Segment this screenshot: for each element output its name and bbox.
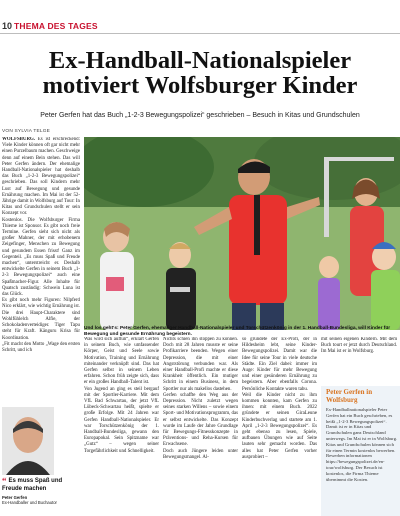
headline-line: motiviert Wolfsburger Kinder xyxy=(42,72,358,99)
header-divider xyxy=(0,33,400,34)
article-subline: Peter Gerfen hat das Buch „1-2-3 Bewegungspolizei“ geschrieben – Besuch in Kitas und Grundschulen xyxy=(40,112,360,119)
column-2-paragraph: Was wird sich auftun“, erklärt Gerfen in seinem Buch, wie umfassender Körper, Geist und Seele sowie Motivation, Training und Ernährung miteinander verknüpft sind. Das hat Gerfen selbst in seinem Leben erfahren. Schon früh zeigte sich, dass er ein großes Handball-Talent ist. xyxy=(84,337,159,386)
article-headline xyxy=(0,48,400,98)
column-2-paragraph-2: Von Jugend an ging es steil bergauf mit der Sportler-Karriere. Mit dem VfL Bad Schwartau, der jetzt VfL Lübeck-Schwartau heißt, spielte er große Erfolge. Mit 24 Jahren war Gerfen Handball-Nationalspieler. Er war Torschützenkönig der 1. Handball-Bundesliga, gewann den Europapokal. Sein Spitzname war „Gutz“ – wegen seiner Torgefährlichkeit und Schnelligkeit. xyxy=(84,386,159,454)
column-5-paragraph: mit seinen eigenen Kindern. Mit dem Buch tourt er jetzt durch Deutschland. Im Mai ist er in Wolfsburg. xyxy=(321,337,397,355)
column-3-paragraph: Nichts schien ihn stoppen zu können. Doch mit 28 Jahren musste er seine Profikarriere beenden. Wegen einer Depression, die mit einer Angststörung verbunden war. Als einer Handball-Profi machte er diese Krankheit öffentlich. Ein mutiger Schritt in einem Business, in dem Sportler nur als makellos dastehen. xyxy=(163,337,238,392)
quote-attribution xyxy=(2,495,80,505)
section-title: THEMA DES TAGES xyxy=(14,21,98,31)
article-column-3 xyxy=(163,337,238,513)
dateline: WOLFSBURG. xyxy=(2,137,36,142)
pull-quote xyxy=(2,476,80,493)
column-1-paragraph: WOLFSBURG. Es ist erschreckend: Viele Kinder können oft gar nicht mehr einen Purzelbaum machen. Geschweige denn auf einem Bein stehen. Das will Peter Gerfen ändern. Der ehemalige Handball-Nationalspieler hat deshalb das Buch „1-2-3 Bewegungspolizei“ geschrieben. Das soll Kindern mehr Lust auf Bewegung und gesunde Ernährung machen. Im Mai ist der 52-Jährige damit in Wolfsburg auf Tour: In Kitas und Grundschulen stellt er sein Konzept vor. xyxy=(2,137,80,217)
article-author: VON SYLVIA TELGE xyxy=(2,129,51,134)
column-3-paragraph-3: Doch auch Jüngere leiden unter Bewegungsmangel. Al- xyxy=(163,448,238,460)
column-3-paragraph-2: Gerfen schaffte den Weg aus der Depression. Nicht zuletzt wegen seines starken Willens – sowie einem Sport- und Motivationsprogramm, das er selbst entwickelte. Das Konzept wurde im Laufe der Jahre Grundlage für Bewegungs-Fitnesskonzepte in Präventions- und Reha-Kursen für Erwachsene. xyxy=(163,392,238,448)
quote-author-role: Ex-Handballer und Buchautor xyxy=(2,500,57,505)
quote-text: Es muss Spaß und Freude machen xyxy=(2,478,63,492)
quote-mark-icon: “ xyxy=(2,476,7,486)
article-column-1 xyxy=(2,137,80,373)
column-1-paragraph-2: Kostenlos. Die Wolfsburger Firma Thieme ist Sponsor. Es gibt noch freie Termine. Gerfen sieht sich nicht als großer Mahner, der mit erhobenem Zeigefinger, Menschen zu Bewegung und gesundem Essen frisst! Ganz im Gegenteil. „Es muss Spaß und Freude machen“, unterstreicht er. Deshalb entwickelte Gerfen in seinem Buch „1-2-3 Bewegungspolizei“ auch eine Spaßmacher-Figur. Alle Inhalte für Quatsch zuständig: Schwein Luna ist das Glück. xyxy=(2,217,80,298)
column-1-paragraph-4: „Fit macht den Motto „Wage den ersten Schritt, und ich xyxy=(2,341,80,353)
photo-caption: Und los geht‘s: Peter Gerfen, ehemaliger Handball-Nationalspieler und Torschützenkönig in der 1. Handball-Bundesliga, will Kinder für Bewegung und gesunde Ernährung begeistern. xyxy=(84,326,391,337)
quote-author-name: Peter Gerfen xyxy=(2,495,28,500)
info-box-body: Ex-Handballnationalspieler Peter Gerfen hat ein Buch geschrieben, es heißt „1-2-3 Bewegungspolizei“. Damit ist er in Kitas und Grundschulen ganz Deutschland unterwegs. Im Mai ist er in Wolfsburg. Kitas und Grundschulen können sich für einen Termin kostenlos bewerben. Bewerben informationen https://bewegungspolizei.de/en-tour/wolfsburg. Der Besuch ist kostenlos, die Firma Thieme übernimmt die Kosten. xyxy=(326,407,398,482)
column-1-paragraph-3: Es gibt noch mehr Figuren: Nilpferd Nico erklärt, wie wichtig Ernährung ist. Die drei Haupt-Charaktere sind Wohlfühlelch Alfie, der Schokoladenverteidiger. Tiger Tapu steht für Kraft. Känguru Krisa für Koordination. xyxy=(2,298,80,341)
info-box-title: Peter Gerfen in Wolfsburg xyxy=(326,388,373,404)
headline-line: Ex-Handball-Nationalspieler xyxy=(48,47,352,74)
article-column-2 xyxy=(84,337,159,513)
article-photo xyxy=(84,137,400,330)
column-4-paragraph-2: Weil die Kinder nicht zu ihm kommen konnten, kam Gerfen zu ihnen: mit einem Buch. 2022 gründete er seinen GiraLeune Kinderbuchverlag und startete am 1. April „1-2-3 Bewegungspolizei“. Es geht ebenso zu lesen, Spiele, aufbauen Übungen wie auf Seite lauten sehr gemacht worden. Das alles hat Peter Gerfen vorher ausprobiert – xyxy=(242,392,317,460)
page-number: 10 xyxy=(2,21,13,31)
column-4-paragraph: so gründete der Ex-Profi, der in Hildesheim lebt, seine Kinder-Bewegungspolizei. Damit war die Idee für seine Tour in viele deutsche Städte. Ein Ziel dabei: immer im Auge: Kinder für mehr Bewegung und einer gesünderen Ernährung zu begeistern. Aber ebenfalls Corona. Persönliche Kontakte waren tabu. xyxy=(242,337,317,392)
article-column-4 xyxy=(242,337,317,513)
author-portrait xyxy=(2,407,54,475)
page-header xyxy=(0,0,400,40)
